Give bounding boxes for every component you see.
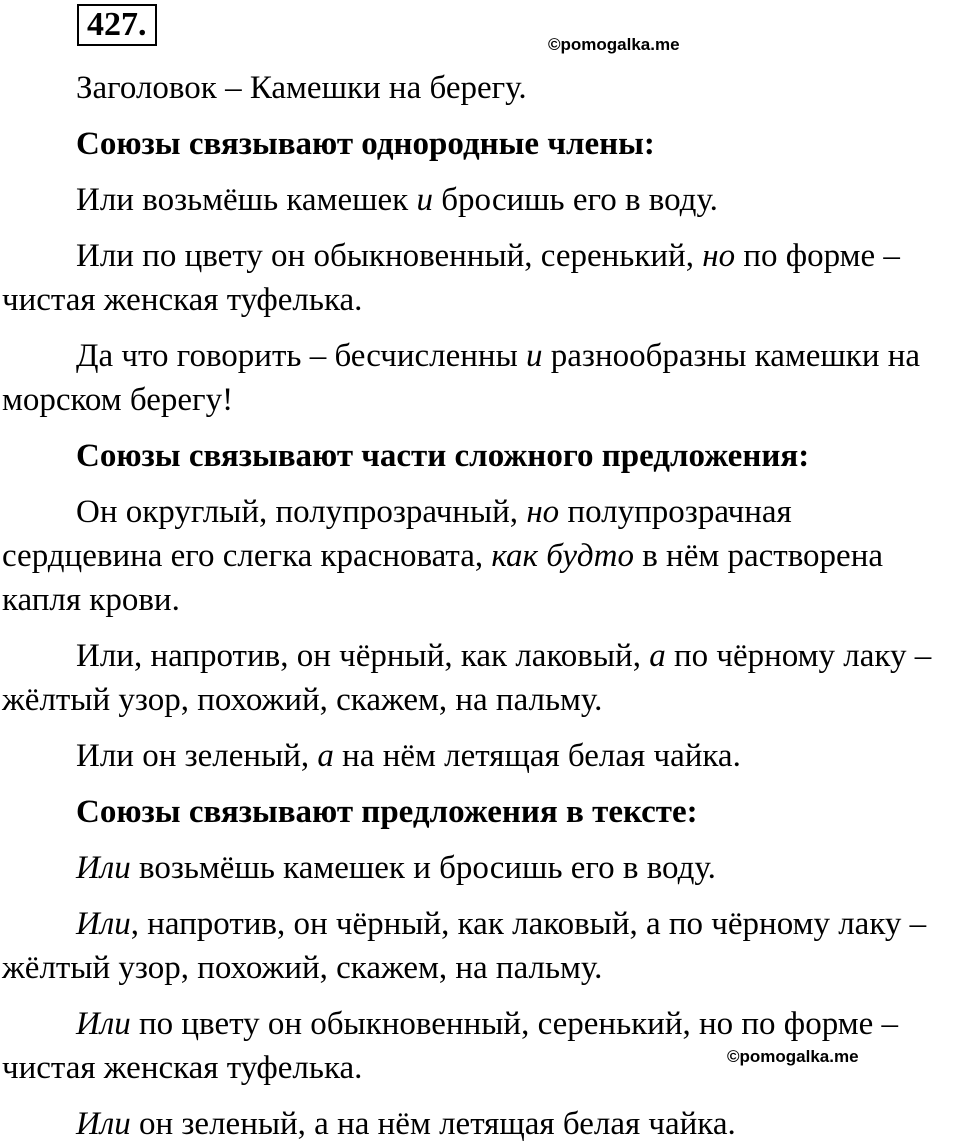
conjunction: а [317, 738, 334, 774]
section3-sentence-3: Или по цвету он обыкновенный, серенький, но по форме – чистая женская туфелька. [2, 1006, 898, 1086]
title-line: Заголовок – Камешки на берегу. [76, 70, 527, 106]
conjunction: а [649, 638, 666, 674]
exercise-number: 427. [77, 4, 157, 46]
conjunction: как будто [491, 538, 634, 574]
conjunction: и [526, 338, 543, 374]
section2-sentence-3: Или он зеленый, а на нём летящая белая чайка. [76, 738, 741, 774]
section3-sentence-4: Или он зеленый, а на нём летящая белая чайка. [76, 1106, 736, 1142]
section1-heading: Союзы связывают однородные члены: [76, 126, 655, 162]
conjunction: и [416, 182, 433, 218]
section1-sentence-2: Или по цвету он обыкновенный, серенький, но по форме – чистая женская туфелька. [2, 238, 900, 318]
conjunction: Или [76, 1006, 131, 1042]
conjunction: Или [76, 850, 131, 886]
section2-sentence-2: Или, напротив, он чёрный, как лаковый, а по чёрному лаку – жёлтый узор, похожий, скажем, на пальму. [2, 638, 932, 718]
section2-sentence-1: Он округлый, полупрозрачный, но полупрозрачная сердцевина его слегка красновата, как будто в нём растворена капля крови. [2, 494, 883, 618]
section3-heading: Союзы связывают предложения в тексте: [76, 794, 698, 830]
section2-heading: Союзы связывают части сложного предложения: [76, 438, 810, 474]
section3-sentence-1: Или возьмёшь камешек и бросишь его в воду. [76, 850, 716, 886]
section1-sentence-3: Да что говорить – бесчисленны и разнообразны камешки на морском берегу! [2, 338, 921, 418]
document-body [2, 66, 952, 1146]
section3-sentence-2: Или, напротив, он чёрный, как лаковый, а по чёрному лаку – жёлтый узор, похожий, скажем, на пальму. [2, 906, 927, 986]
watermark-bottom: ©pomogalka.me [727, 1047, 859, 1066]
conjunction: Или [76, 1106, 131, 1142]
conjunction: но [702, 238, 736, 274]
watermark-top: ©pomogalka.me [548, 35, 680, 54]
section1-sentence-1: Или возьмёшь камешек и бросишь его в воду. [76, 182, 718, 218]
conjunction: Или [76, 906, 131, 942]
conjunction: но [526, 494, 560, 530]
